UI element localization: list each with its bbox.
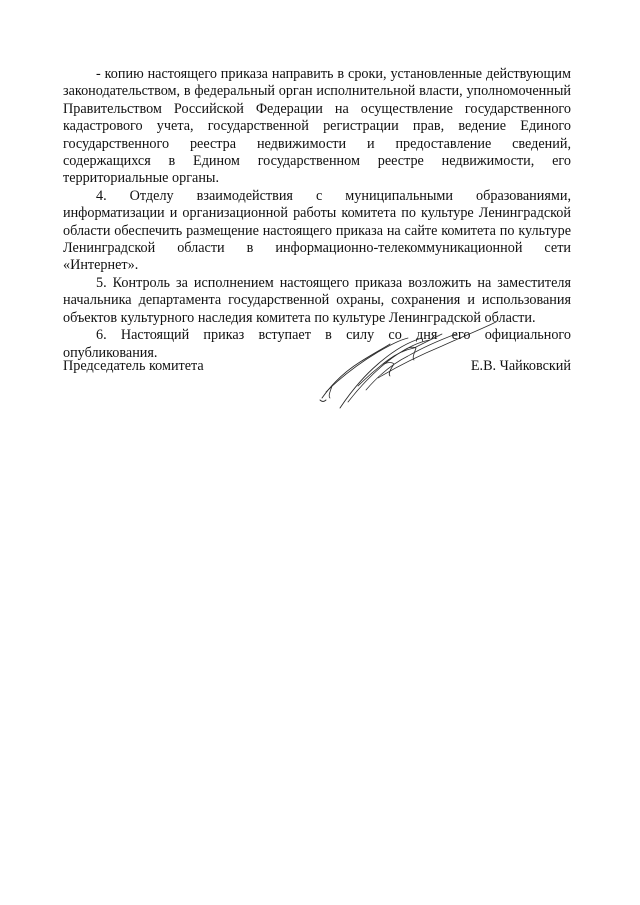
- paragraph-item-5: 5. Контроль за исполнением настоящего приказа возложить на заместителя начальника департамента государственной охраны, сохранения и использования объектов культурного наследия комитета по культуре Ленинградской области.: [63, 274, 571, 326]
- paragraph-copy-distribution: - копию настоящего приказа направить в сроки, установленные действующим законодательством, в федеральный орган исполнительной власти, уполномоченный Правительством Российской Федерации на осуществление государственного кадастрового учета, государственной регистрации прав, ведение Единого государственного реестра недвижимости и предоставление сведений, содержащихся в Едином государственном реестре недвижимости, его территориальные органы.: [63, 66, 571, 187]
- signatory-name: Е.В. Чайковский: [470, 358, 571, 374]
- signature-block: [63, 358, 571, 378]
- paragraph-item-4: 4. Отделу взаимодействия с муниципальными образованиями, информатизации и организационной работы комитета по культуре Ленинградской области обеспечить размещение настоящего приказа на сайте комитета по культуре Ленинградской области в информационно-телекоммуникационной сети «Интернет».: [63, 187, 571, 274]
- paragraph-item-6: 6. Настоящий приказ вступает в силу со дня его официального опубликования.: [63, 327, 571, 361]
- signatory-position: Председатель комитета: [63, 358, 204, 374]
